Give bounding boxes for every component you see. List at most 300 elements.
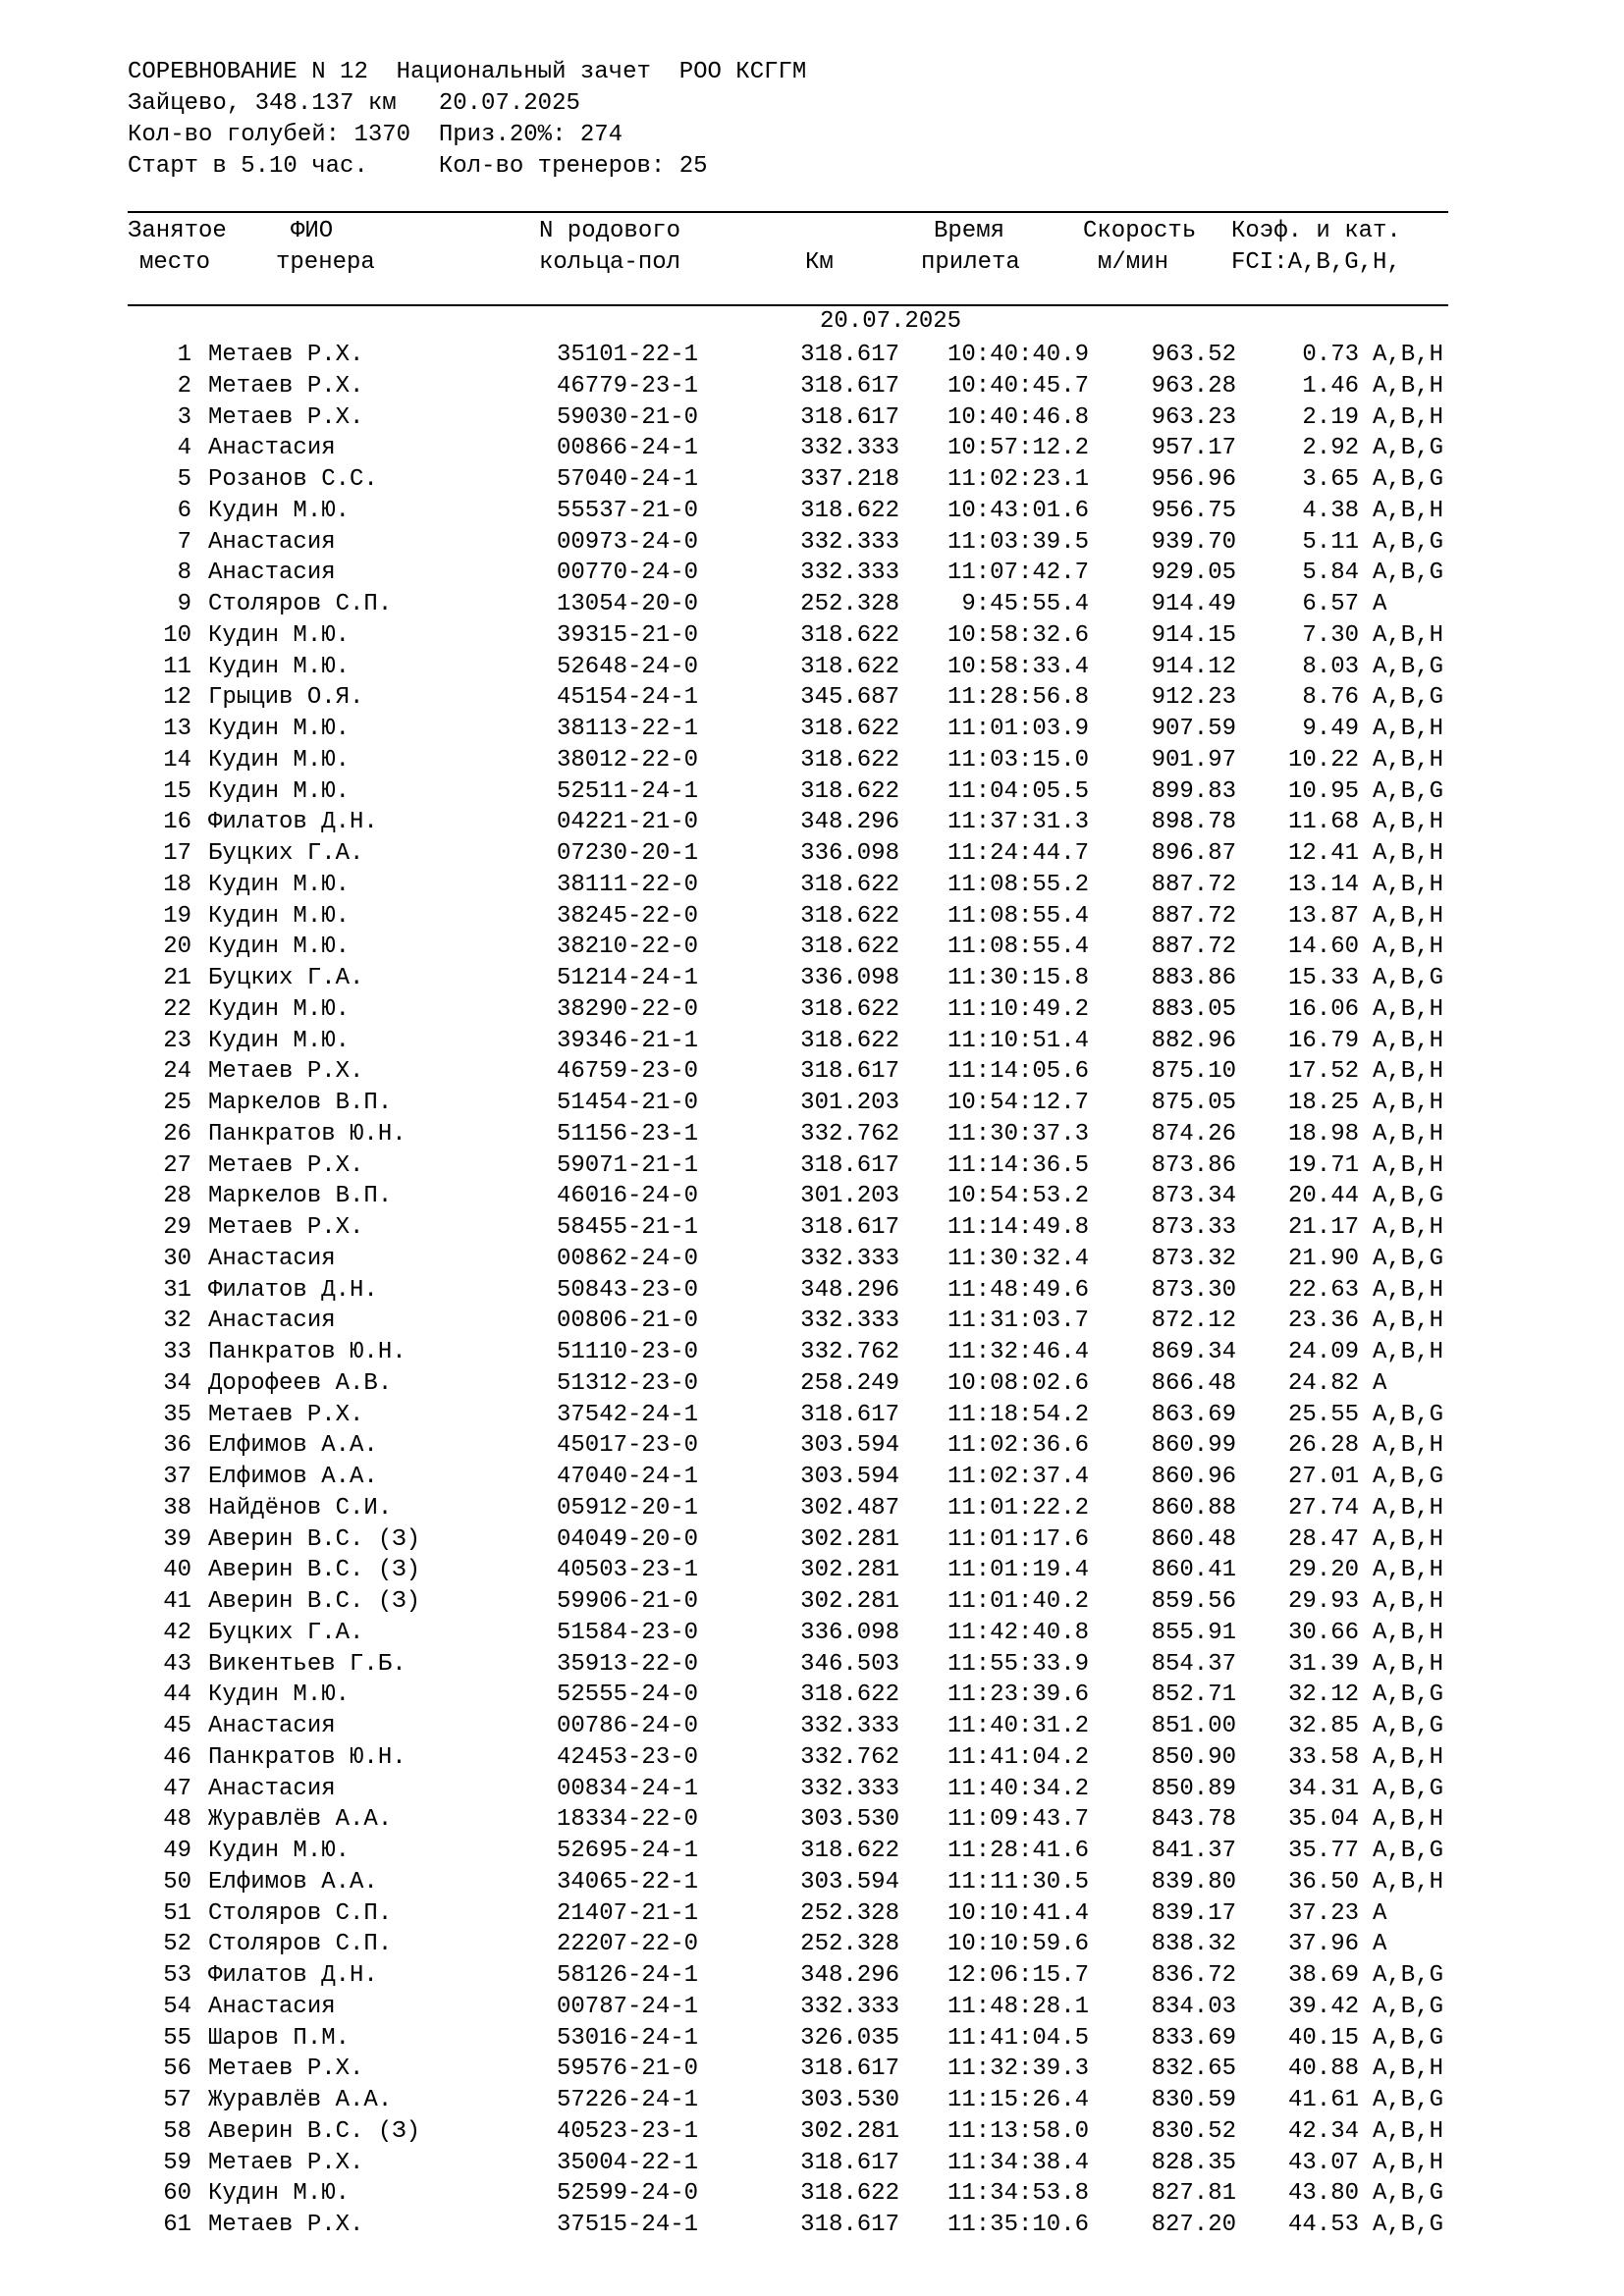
cell-time: 11:37:31.3 [947,809,1089,836]
cell-km: 318.622 [800,653,899,680]
table-row [0,1181,1624,1212]
cell-category: A,B,G [1373,1838,1444,1864]
cell-km: 336.098 [800,840,899,867]
cell-time: 11:01:17.6 [947,1525,1089,1553]
cell-category: A,B,H [1373,403,1444,431]
cell-coef: 21.90 [1287,1245,1359,1272]
cell-place: 21 [163,965,191,991]
cell-ring: 38290-22-0 [557,995,699,1023]
cell-category: A [1373,591,1387,617]
cell-speed: 929.05 [1151,560,1236,587]
header-divider [128,211,1448,213]
cell-speed: 963.23 [1151,403,1236,431]
cell-trainer: Кудин М.Ю. [208,653,351,680]
cell-ring: 57040-24-1 [557,466,699,493]
table-row [0,1867,1624,1898]
cell-time: 11:31:03.7 [947,1308,1089,1335]
cell-trainer: Аверин В.С. (З) [208,1557,421,1584]
cell-ring: 04221-21-0 [557,809,699,836]
cell-place: 60 [163,2180,191,2208]
cell-speed: 963.52 [1151,342,1236,368]
table-row [0,776,1624,808]
cell-category: A,B,G [1373,466,1444,493]
cell-ring: 05912-20-1 [557,1494,699,1522]
cell-trainer: Анастасия [208,1308,336,1335]
cell-coef: 1.46 [1302,372,1359,400]
cell-category: A,B,H [1373,1619,1444,1646]
cell-time: 11:40:31.2 [947,1713,1089,1739]
cell-place: 6 [177,497,191,524]
cell-ring: 40503-23-1 [557,1557,699,1584]
cell-km: 332.762 [800,1120,899,1148]
cell-time: 11:34:53.8 [947,2180,1089,2208]
cell-trainer: Буцких Г.А. [208,965,364,991]
cell-trainer: Метаев Р.Х. [208,2149,364,2176]
cell-place: 41 [163,1588,191,1615]
table-row [0,1929,1624,1960]
cell-km: 252.328 [800,1931,899,1958]
cell-ring: 04049-20-0 [557,1525,699,1553]
table-row [0,1430,1624,1462]
cell-speed: 914.15 [1151,621,1236,649]
cell-time: 11:14:05.6 [947,1058,1089,1086]
table-row [0,1649,1624,1681]
cell-trainer: Дорофеев А.В. [208,1369,393,1397]
cell-place: 14 [163,746,191,774]
cell-ring: 45017-23-0 [557,1432,699,1460]
cell-km: 332.762 [800,1339,899,1365]
cell-category: A,B,G [1373,2024,1444,2052]
table-row [0,1898,1624,1930]
cell-km: 318.622 [800,621,899,649]
cell-speed: 854.37 [1151,1650,1236,1678]
cell-coef: 36.50 [1287,1868,1359,1896]
cell-time: 11:28:41.6 [947,1838,1089,1864]
cell-speed: 843.78 [1151,1806,1236,1834]
cell-km: 337.218 [800,466,899,493]
col-fio-header-2: тренера [276,249,375,276]
cell-time: 11:55:33.9 [947,1650,1089,1678]
table-row [0,558,1624,589]
cell-km: 332.762 [800,1743,899,1771]
cell-coef: 9.49 [1302,716,1359,742]
cell-coef: 3.65 [1302,466,1359,493]
cell-category: A,B,H [1373,746,1444,774]
cell-coef: 19.71 [1287,1151,1359,1179]
cell-place: 37 [163,1464,191,1490]
cell-place: 50 [163,1868,191,1896]
cell-speed: 850.90 [1151,1743,1236,1771]
cell-speed: 887.72 [1151,934,1236,961]
cell-category: A,B,H [1373,995,1444,1023]
cell-category: A,B,H [1373,1058,1444,1086]
cell-place: 31 [163,1276,191,1304]
col-time-header: Время [934,218,1005,244]
cell-trainer: Метаев Р.Х. [208,2212,364,2238]
col-speed-header: Скорость [1083,218,1197,244]
cell-trainer: Филатов Д.Н. [208,1276,378,1304]
cell-ring: 59576-21-0 [557,2056,699,2083]
cell-ring: 51156-23-1 [557,1120,699,1148]
cell-category: A,B,G [1373,1775,1444,1802]
cell-place: 36 [163,1432,191,1460]
cell-coef: 15.33 [1287,965,1359,991]
cell-speed: 830.59 [1151,2087,1236,2113]
cell-km: 302.281 [800,1525,899,1553]
cell-km: 303.530 [800,1806,899,1834]
table-row [0,1244,1624,1275]
table-row [0,464,1624,496]
cell-place: 2 [177,372,191,400]
table-row [0,371,1624,402]
start-time: Старт в 5.10 час. Кол-во тренеров: 25 [128,153,708,180]
cell-place: 13 [163,716,191,742]
table-row [0,652,1624,683]
cell-time: 11:09:43.7 [947,1806,1089,1834]
cell-speed: 875.10 [1151,1058,1236,1086]
table-row [0,1368,1624,1400]
cell-km: 318.622 [800,995,899,1023]
cell-speed: 901.97 [1151,746,1236,774]
cell-trainer: Кудин М.Ю. [208,777,351,805]
cell-ring: 52695-24-1 [557,1838,699,1864]
cell-speed: 883.86 [1151,965,1236,991]
cell-time: 10:54:12.7 [947,1090,1089,1116]
cell-speed: 827.20 [1151,2212,1236,2238]
cell-speed: 827.81 [1151,2180,1236,2208]
cell-place: 29 [163,1214,191,1241]
cell-speed: 874.26 [1151,1120,1236,1148]
cell-category: A,B,H [1373,1806,1444,1834]
cell-place: 58 [163,2117,191,2145]
cell-km: 318.622 [800,1838,899,1864]
cell-time: 11:11:30.5 [947,1868,1089,1896]
cell-ring: 38012-22-0 [557,746,699,774]
cell-time: 11:08:55.4 [947,902,1089,930]
cell-place: 39 [163,1525,191,1553]
cell-time: 11:40:34.2 [947,1775,1089,1802]
table-row [0,2054,1624,2085]
cell-place: 44 [163,1682,191,1709]
cell-km: 302.487 [800,1494,899,1522]
cell-time: 11:28:56.8 [947,684,1089,712]
cell-ring: 37515-24-1 [557,2212,699,2238]
cell-km: 348.296 [800,809,899,836]
table-row [0,1119,1624,1150]
cell-coef: 2.19 [1302,403,1359,431]
cell-speed: 860.88 [1151,1494,1236,1522]
cell-trainer: Кудин М.Ю. [208,934,351,961]
cell-speed: 860.96 [1151,1464,1236,1490]
col-speed-header-2: м/мин [1098,249,1169,276]
cell-category: A,B,H [1373,1276,1444,1304]
cell-place: 1 [177,342,191,368]
cell-ring: 57226-24-1 [557,2087,699,2113]
cell-ring: 55537-21-0 [557,497,699,524]
cell-speed: 873.34 [1151,1183,1236,1210]
cell-speed: 839.17 [1151,1899,1236,1927]
table-row [0,963,1624,994]
cell-time: 10:40:40.9 [947,342,1089,368]
cell-coef: 20.44 [1287,1183,1359,1210]
cell-trainer: Анастасия [208,1993,336,2020]
cell-category: A,B,G [1373,1713,1444,1739]
cell-coef: 10.22 [1287,746,1359,774]
cell-km: 345.687 [800,684,899,712]
table-row [0,2210,1624,2241]
cell-trainer: Елфимов А.А. [208,1868,378,1896]
cell-km: 318.622 [800,934,899,961]
cell-km: 302.281 [800,2117,899,2145]
birds-count: Кол-во голубей: 1370 Приз.20%: 274 [128,122,623,148]
cell-trainer: Панкратов Ю.Н. [208,1120,406,1148]
cell-speed: 860.99 [1151,1432,1236,1460]
cell-category: A,B,H [1373,1339,1444,1365]
cell-category: A [1373,1899,1387,1927]
cell-trainer: Анастасия [208,560,336,587]
cell-speed: 873.86 [1151,1151,1236,1179]
release-place-date: Зайцево, 348.137 км 20.07.2025 [128,90,580,117]
cell-category: A,B,G [1373,777,1444,805]
table-row [0,1056,1624,1088]
cell-category: A,B,H [1373,1588,1444,1615]
cell-km: 348.296 [800,1962,899,1989]
cell-place: 24 [163,1058,191,1086]
table-row [0,1586,1624,1618]
cell-speed: 833.69 [1151,2024,1236,2052]
cell-trainer: Розанов С.С. [208,466,378,493]
col-coef-header: Коэф. и кат. [1231,218,1401,244]
cell-km: 258.249 [800,1369,899,1397]
cell-time: 10:58:33.4 [947,653,1089,680]
table-row [0,1804,1624,1836]
cell-ring: 58126-24-1 [557,1962,699,1989]
cell-category: A,B,G [1373,965,1444,991]
cell-coef: 35.04 [1287,1806,1359,1834]
cell-time: 11:15:26.4 [947,2087,1089,2113]
cell-ring: 47040-24-1 [557,1464,699,1490]
cell-category: A,B,G [1373,1464,1444,1490]
cell-km: 318.622 [800,716,899,742]
cell-category: A,B,H [1373,2117,1444,2145]
cell-speed: 883.05 [1151,995,1236,1023]
cell-coef: 10.95 [1287,777,1359,805]
cell-time: 11:01:22.2 [947,1494,1089,1522]
cell-coef: 12.41 [1287,840,1359,867]
cell-trainer: Анастасия [208,1713,336,1739]
cell-time: 11:34:38.4 [947,2149,1089,2176]
cell-place: 32 [163,1308,191,1335]
cell-ring: 37542-24-1 [557,1401,699,1428]
cell-category: A,B,H [1373,1090,1444,1116]
cell-time: 9:45:55.4 [961,591,1089,617]
cell-coef: 14.60 [1287,934,1359,961]
cell-time: 11:30:15.8 [947,965,1089,991]
cell-category: A,B,G [1373,1962,1444,1989]
cell-place: 17 [163,840,191,867]
cell-speed: 873.33 [1151,1214,1236,1241]
col-fio-header: ФИО [291,218,334,244]
cell-speed: 963.28 [1151,372,1236,400]
cell-coef: 29.93 [1287,1588,1359,1615]
cell-speed: 839.80 [1151,1868,1236,1896]
cell-category: A,B,H [1373,840,1444,867]
table-row [0,2116,1624,2148]
cell-ring: 40523-23-1 [557,2117,699,2145]
cell-category: A,B,H [1373,372,1444,400]
cell-km: 336.098 [800,1619,899,1646]
cell-category: A,B,H [1373,809,1444,836]
cell-place: 55 [163,2024,191,2052]
cell-time: 11:30:32.4 [947,1245,1089,1272]
cell-category: A,B,H [1373,1494,1444,1522]
cell-km: 318.622 [800,777,899,805]
col-ring-header-2: кольца-пол [539,249,681,276]
cell-coef: 39.42 [1287,1993,1359,2020]
cell-ring: 22207-22-0 [557,1931,699,1958]
cell-time: 11:08:55.4 [947,934,1089,961]
cell-category: A,B,H [1373,1525,1444,1553]
cell-ring: 34065-22-1 [557,1868,699,1896]
cell-trainer: Шаров П.М. [208,2024,351,2052]
cell-place: 54 [163,1993,191,2020]
cell-speed: 860.48 [1151,1525,1236,1553]
cell-place: 4 [177,435,191,462]
cell-trainer: Кудин М.Ю. [208,746,351,774]
cell-km: 332.333 [800,1775,899,1802]
cell-place: 45 [163,1713,191,1739]
cell-coef: 31.39 [1287,1650,1359,1678]
cell-time: 11:01:40.2 [947,1588,1089,1615]
cell-trainer: Метаев Р.Х. [208,2056,364,2083]
cell-category: A,B,G [1373,2180,1444,2208]
cell-category: A,B,G [1373,1401,1444,1428]
cell-ring: 35913-22-0 [557,1650,699,1678]
cell-coef: 32.85 [1287,1713,1359,1739]
cell-time: 11:42:40.8 [947,1619,1089,1646]
cell-speed: 899.83 [1151,777,1236,805]
table-row [0,1680,1624,1711]
cell-category: A,B,G [1373,528,1444,556]
cell-ring: 00862-24-0 [557,1245,699,1272]
cell-km: 302.281 [800,1588,899,1615]
cell-time: 11:10:49.2 [947,995,1089,1023]
cell-time: 11:48:28.1 [947,1993,1089,2020]
cell-speed: 887.72 [1151,871,1236,898]
cell-category: A,B,H [1373,716,1444,742]
cell-category: A,B,H [1373,1120,1444,1148]
cell-coef: 11.68 [1287,809,1359,836]
cell-category: A,B,G [1373,1183,1444,1210]
cell-place: 16 [163,809,191,836]
table-row [0,870,1624,901]
cell-place: 8 [177,560,191,587]
cell-km: 332.333 [800,560,899,587]
cell-speed: 956.96 [1151,466,1236,493]
cell-trainer: Аверин В.С. (З) [208,2117,421,2145]
cell-coef: 40.15 [1287,2024,1359,2052]
cell-trainer: Аверин В.С. (З) [208,1588,421,1615]
cell-trainer: Найдёнов С.И. [208,1494,393,1522]
cell-place: 19 [163,902,191,930]
cell-trainer: Метаев Р.Х. [208,403,364,431]
cell-coef: 34.31 [1287,1775,1359,1802]
cell-speed: 873.30 [1151,1276,1236,1304]
cell-km: 332.333 [800,1308,899,1335]
cell-km: 318.617 [800,403,899,431]
cell-category: A,B,H [1373,1868,1444,1896]
cell-km: 303.530 [800,2087,899,2113]
cell-place: 61 [163,2212,191,2238]
cell-place: 47 [163,1775,191,1802]
cell-coef: 28.47 [1287,1525,1359,1553]
table-row [0,901,1624,933]
cell-place: 25 [163,1090,191,1116]
cell-speed: 841.37 [1151,1838,1236,1864]
cell-speed: 836.72 [1151,1962,1236,1989]
cell-speed: 914.12 [1151,653,1236,680]
cell-place: 48 [163,1806,191,1834]
competition-title: СОРЕВНОВАНИЕ N 12 Национальный зачет РОО КСГГМ [128,59,807,85]
table-row [0,589,1624,620]
cell-place: 20 [163,934,191,961]
cell-speed: 852.71 [1151,1682,1236,1709]
cell-trainer: Метаев Р.Х. [208,1058,364,1086]
cell-place: 27 [163,1151,191,1179]
cell-coef: 8.76 [1302,684,1359,712]
cell-speed: 912.23 [1151,684,1236,712]
cell-km: 336.098 [800,965,899,991]
cell-trainer: Столяров С.П. [208,591,393,617]
cell-category: A,B,H [1373,1432,1444,1460]
cell-trainer: Буцких Г.А. [208,840,364,867]
cell-km: 318.622 [800,902,899,930]
cell-coef: 5.84 [1302,560,1359,587]
cell-place: 10 [163,621,191,649]
cell-speed: 872.12 [1151,1308,1236,1335]
cell-coef: 26.28 [1287,1432,1359,1460]
cell-trainer: Столяров С.П. [208,1931,393,1958]
cell-km: 318.617 [800,1214,899,1241]
cell-time: 11:48:49.6 [947,1276,1089,1304]
cell-coef: 24.82 [1287,1369,1359,1397]
cell-trainer: Кудин М.Ю. [208,497,351,524]
cell-ring: 13054-20-0 [557,591,699,617]
cell-category: A,B,G [1373,653,1444,680]
cell-ring: 52599-24-0 [557,2180,699,2208]
cell-speed: 855.91 [1151,1619,1236,1646]
cell-place: 5 [177,466,191,493]
cell-trainer: Кудин М.Ю. [208,1682,351,1709]
cell-km: 332.333 [800,435,899,462]
cell-speed: 869.34 [1151,1339,1236,1365]
cell-coef: 16.06 [1287,995,1359,1023]
cell-trainer: Кудин М.Ю. [208,1027,351,1054]
table-row [0,496,1624,527]
cell-speed: 887.72 [1151,902,1236,930]
col-time-header-2: прилета [921,249,1020,276]
cell-category: A [1373,1931,1387,1958]
cell-km: 318.622 [800,871,899,898]
cell-coef: 21.17 [1287,1214,1359,1241]
cell-coef: 13.14 [1287,871,1359,898]
cell-time: 12:06:15.7 [947,1962,1089,1989]
cell-category: A [1373,1369,1387,1397]
cell-trainer: Маркелов В.П. [208,1183,393,1210]
cell-category: A,B,G [1373,560,1444,587]
table-row [0,2085,1624,2116]
table-row [0,1960,1624,1992]
